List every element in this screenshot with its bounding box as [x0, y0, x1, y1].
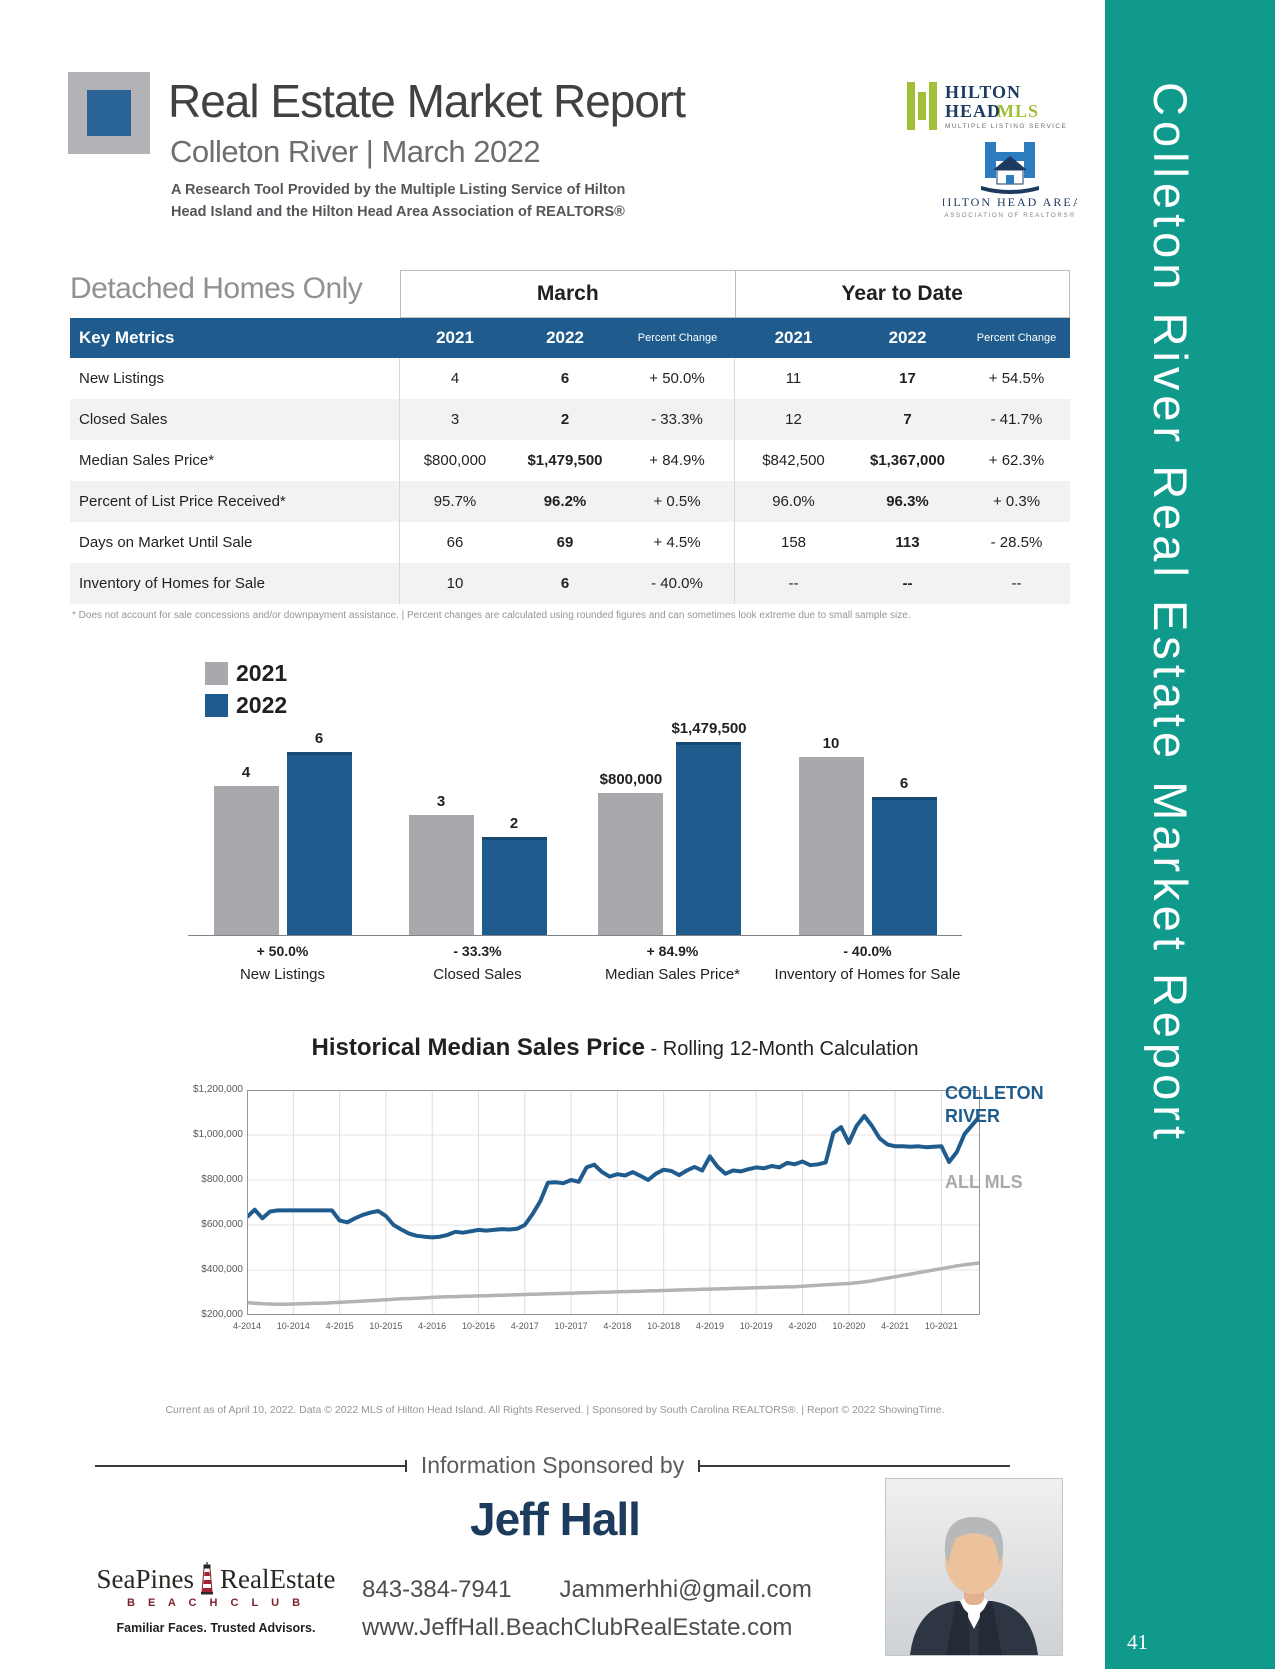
metric-pct: -- [1011, 575, 1022, 592]
svg-text:HILTON HEAD AREA: HILTON HEAD AREA [943, 195, 1077, 209]
metric-value: -- [902, 575, 913, 592]
x-tick-label: 10-2017 [554, 1321, 588, 1331]
y-axis-label: $200,000 [201, 1309, 243, 1320]
table-row [70, 522, 1070, 563]
svg-text:HILTON: HILTON [945, 82, 1022, 102]
metric-label: Median Sales Price* [70, 440, 400, 481]
hilton-head-area-association-logo-icon [943, 140, 1077, 220]
bar-chart [185, 720, 965, 935]
legend-item-2021 [205, 660, 287, 687]
metric-value: 95.7% [433, 493, 477, 510]
metric-pct: + 84.9% [620, 440, 735, 481]
x-tick-label: 10-2018 [647, 1321, 681, 1331]
bar-2021 [409, 815, 474, 935]
table-row [70, 358, 1070, 399]
metric-value: $1,479,500 [527, 452, 603, 469]
bar-value-label: 6 [314, 730, 324, 747]
legend-item-2022 [205, 692, 287, 719]
seapines-word-right: RealEstate [220, 1563, 336, 1594]
table-footnote: * Does not account for sale concessions and/or downpayment assistance. | Percent changes are calculated using rounded figures and can sometimes look extreme due to small sample size. [72, 610, 911, 621]
bar-caption [185, 943, 380, 983]
lighthouse-icon [196, 1562, 218, 1596]
metric-value: $842,500 [762, 452, 825, 469]
bar-group-median-price [575, 720, 770, 935]
metric-label: Inventory of Homes for Sale [70, 563, 400, 604]
x-tick-label: 10-2015 [369, 1321, 403, 1331]
page-subtitle: Colleton River | March 2022 [170, 134, 541, 169]
svg-text:MULTIPLE LISTING SERVICE: MULTIPLE LISTING SERVICE [945, 123, 1068, 130]
x-tick-label: 10-2016 [461, 1321, 495, 1331]
metric-label: Closed Sales [70, 399, 400, 440]
agent-photo-illustration [886, 1479, 1062, 1655]
bar-pct-change: - 40.0% [843, 943, 892, 959]
metric-pct: + 62.3% [988, 452, 1045, 469]
metric-value: 158 [780, 534, 807, 551]
col-header-march-2021: 2021 [436, 328, 474, 347]
bar-chart-captions [185, 943, 965, 983]
bar-chart-baseline [188, 935, 962, 936]
bar-2022 [872, 797, 937, 935]
svg-text:ASSOCIATION OF REALTORS®: ASSOCIATION OF REALTORS® [944, 212, 1076, 219]
y-axis-label: $600,000 [201, 1219, 243, 1230]
x-tick-label: 10-2019 [739, 1321, 773, 1331]
series-all-mls [247, 1263, 980, 1304]
y-axis-label: $1,200,000 [192, 1084, 243, 1095]
metric-value: 96.3% [886, 493, 929, 510]
metric-value: 66 [446, 534, 464, 551]
sidebar-vertical-title: Colleton River Real Estate Market Report [1144, 82, 1197, 1145]
page-tagline-line1: A Research Tool Provided by the Multiple Listing Service of Hilton [171, 182, 626, 198]
hilton-head-mls-logo [905, 78, 1075, 141]
bar-value-label: 4 [241, 764, 251, 781]
metric-pct: + 0.3% [992, 493, 1041, 510]
agent-contact-row [362, 1576, 812, 1604]
bar-category: Median Sales Price* [604, 966, 741, 983]
bar-value-label: 3 [436, 793, 446, 810]
x-tick-label: 10-2014 [276, 1321, 310, 1331]
x-tick-label: 4-2019 [695, 1321, 724, 1331]
report-logo-mark [68, 72, 150, 154]
beach-club-label: B E A C H C L U B [126, 1597, 306, 1609]
bar-2022 [287, 752, 352, 935]
x-tick-label: 4-2020 [788, 1321, 817, 1331]
information-sponsored-by [95, 1452, 1010, 1479]
bar-pct-change: - 33.3% [453, 943, 502, 959]
metric-value: 2 [560, 411, 570, 428]
legend-swatch-2021 [205, 662, 228, 685]
metric-label: New Listings [70, 358, 400, 399]
line-legend-colleton-river: COLLETON RIVER [945, 1083, 1044, 1127]
metric-value: 10 [446, 575, 464, 592]
bar-2021 [799, 757, 864, 935]
y-axis-label: $1,000,000 [192, 1129, 243, 1140]
bar-value-label: 6 [899, 775, 909, 792]
metric-label: Days on Market Until Sale [70, 522, 400, 563]
disclaimer-text: Current as of April 10, 2022. Data © 2022 MLS of Hilton Head Island. All Rights Reserved. | Sponsored by South Carolina REALTORS®. | Report © 2022 ShowingTime. [165, 1404, 945, 1416]
metric-value: 96.2% [543, 493, 587, 510]
bar-value-label: 10 [822, 735, 840, 752]
bar-2021 [598, 793, 663, 935]
bar-value-label: $1,479,500 [671, 720, 747, 737]
agent-photo [885, 1478, 1063, 1656]
hilton-head-area-association-logo [943, 140, 1077, 225]
table-row [70, 399, 1070, 440]
metric-value: 17 [899, 370, 916, 387]
page-tagline-line2: Head Island and the Hilton Head Area Association of REALTORS® [171, 203, 625, 220]
x-tick-label: 4-2014 [232, 1321, 262, 1331]
page-tagline [171, 180, 625, 224]
table-row [70, 481, 1070, 522]
group-header-ytd: Year to Date [736, 270, 1071, 318]
metric-value: 69 [556, 534, 574, 551]
rule-right [700, 1465, 1010, 1467]
svg-text:HEAD: HEAD [945, 101, 1002, 121]
report-logo-mark-inner-square [87, 90, 131, 136]
seapines-logo [96, 1562, 336, 1635]
bar-category: Inventory of Homes for Sale [774, 966, 961, 983]
metric-value: 12 [785, 411, 802, 428]
rule-left [95, 1465, 405, 1467]
metric-value: 11 [785, 370, 802, 387]
agent-website: www.JeffHall.BeachClubRealEstate.com [362, 1614, 793, 1641]
col-header-key-metrics: Key Metrics [79, 328, 175, 347]
metric-pct: - 41.7% [990, 411, 1043, 428]
col-header-ytd-2022: 2022 [888, 328, 927, 347]
line-chart-svg [247, 1090, 980, 1315]
metric-pct: + 4.5% [620, 522, 735, 563]
x-tick-label: 4-2021 [881, 1321, 910, 1331]
metric-value: $800,000 [423, 452, 487, 469]
metric-label: Percent of List Price Received* [70, 481, 400, 522]
metric-value: 6 [560, 370, 570, 387]
line-chart-plot-area [247, 1090, 980, 1315]
metric-pct: - 33.3% [620, 399, 735, 440]
bar-chart-legend [205, 660, 287, 724]
table-row [70, 563, 1070, 604]
line-chart-title-bold: Historical Median Sales Price [311, 1034, 645, 1061]
metric-pct: - 40.0% [620, 563, 735, 604]
table-group-headers [400, 270, 1070, 318]
col-header-ytd-pct: Percent Change [976, 332, 1057, 344]
seapines-wordmark [96, 1562, 336, 1596]
x-tick-label: 4-2017 [510, 1321, 539, 1331]
metric-value: $1,367,000 [869, 452, 946, 469]
table-body [70, 358, 1070, 604]
metric-value: 6 [560, 575, 570, 592]
metric-value: 7 [903, 411, 912, 428]
section-label-detached-homes: Detached Homes Only [70, 272, 363, 305]
col-header-march-2022: 2022 [546, 328, 584, 347]
x-tick-label: 4-2015 [325, 1321, 354, 1331]
bar-group-closed-sales [380, 793, 575, 935]
table-row [70, 440, 1070, 481]
bar-pct-change: + 50.0% [256, 943, 309, 959]
metric-value: 96.0% [772, 493, 815, 510]
metric-pct: + 50.0% [620, 358, 735, 399]
legend-label-2021: 2021 [236, 660, 288, 686]
hilton-head-mls-logo-icon [905, 78, 1075, 136]
x-tick-label: 10-2020 [832, 1321, 866, 1331]
col-header-ytd-2021: 2021 [774, 328, 813, 347]
y-axis-label: $400,000 [201, 1264, 243, 1275]
bar-group-new-listings [185, 730, 380, 935]
bar-2022 [676, 742, 741, 935]
bar-pct-change: + 84.9% [646, 943, 699, 959]
x-axis-labels [232, 1321, 980, 1335]
x-tick-label: 4-2016 [418, 1321, 447, 1331]
group-header-march: March [400, 270, 736, 318]
bar-value-label: $800,000 [599, 771, 663, 788]
bar-category: Closed Sales [433, 966, 522, 983]
legend-label-2022: 2022 [236, 692, 288, 718]
line-legend-all-mls: ALL MLS [945, 1172, 1023, 1192]
page-number: 41 [1127, 1630, 1148, 1654]
bar-caption [575, 943, 770, 983]
metric-pct: + 54.5% [988, 370, 1045, 387]
bar-2022 [482, 837, 547, 935]
metric-value: 113 [895, 534, 920, 551]
line-chart-title-rest: - Rolling 12-Month Calculation [645, 1038, 919, 1060]
bar-2021 [214, 786, 279, 935]
series-colleton-river [247, 1116, 980, 1238]
svg-text:MLS: MLS [997, 101, 1040, 121]
sidebar-strip [1105, 0, 1275, 1669]
y-axis-label: $800,000 [201, 1174, 243, 1185]
col-header-march-pct: Percent Change [637, 332, 718, 344]
line-chart-title [200, 1034, 1030, 1062]
sponsored-heading: Information Sponsored by [420, 1452, 685, 1478]
bar-group-inventory [770, 735, 965, 935]
seapines-word-left: SeaPines [96, 1563, 195, 1594]
bar-caption [770, 943, 965, 983]
brokerage-tagline: Familiar Faces. Trusted Advisors. [116, 1621, 316, 1635]
x-tick-label: 4-2018 [603, 1321, 632, 1331]
table-header-row [70, 318, 1070, 358]
page-title: Real Estate Market Report [168, 75, 686, 127]
bar-category: New Listings [239, 966, 326, 983]
x-tick-label: 10-2021 [924, 1321, 958, 1331]
agent-email: Jammerhhi@gmail.com [559, 1576, 812, 1603]
metric-pct: - 28.5% [990, 534, 1043, 551]
metric-value: -- [788, 575, 799, 592]
bar-value-label: 2 [509, 815, 519, 832]
agent-phone: 843-384-7941 [362, 1576, 512, 1603]
metric-pct: + 0.5% [620, 481, 735, 522]
legend-swatch-2022 [205, 694, 228, 717]
metric-value: 4 [450, 370, 460, 387]
metric-value: 3 [450, 411, 460, 428]
agent-name: Jeff Hall [470, 1493, 640, 1545]
bar-caption [380, 943, 575, 983]
